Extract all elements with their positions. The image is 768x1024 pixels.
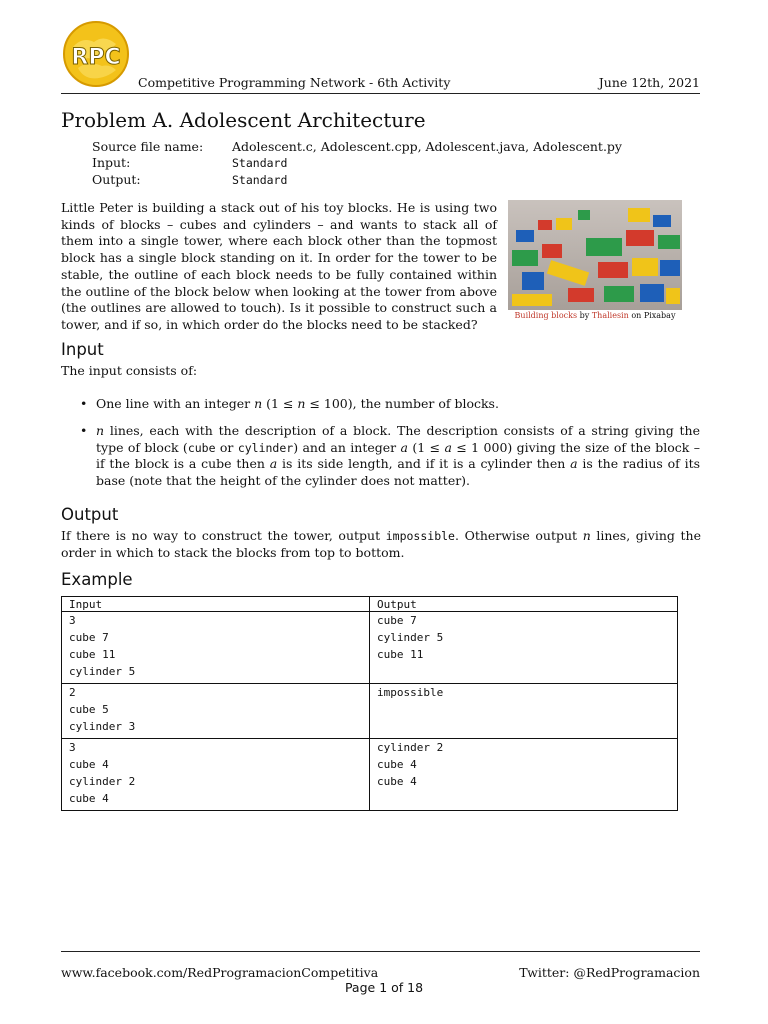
- source-file-value: Adolescent.c, Adolescent.cpp, Adolescent.java, Adolescent.py: [232, 139, 622, 154]
- example-output-cell: [370, 684, 678, 739]
- example-output-line: [377, 664, 670, 681]
- svg-text:RPC: RPC: [71, 45, 121, 70]
- example-output-line: cube 4: [377, 758, 417, 771]
- example-input-line: cube 11: [69, 648, 116, 661]
- bullet-icon: •: [80, 396, 88, 411]
- output-value: Standard: [232, 173, 288, 187]
- footer-facebook: www.facebook.com/RedProgramacionCompetitiva: [61, 965, 379, 980]
- caption-link-thaliesin[interactable]: Thaliesin: [591, 311, 629, 320]
- example-input-line: 3: [69, 741, 76, 754]
- page-number: Page 1 of 18: [344, 980, 424, 995]
- example-input-line: 3: [69, 614, 76, 627]
- caption-link-building-blocks[interactable]: Building blocks: [514, 311, 578, 320]
- input-value: Standard: [232, 156, 288, 170]
- header-date: June 12th, 2021: [598, 75, 700, 90]
- example-output-line: [377, 719, 670, 736]
- example-output-line: cube 7: [377, 614, 417, 627]
- input-bullet-1: One line with an integer n (1 ≤ n ≤ 100), the number of blocks.: [96, 396, 499, 411]
- example-input-line: cube 4: [69, 792, 109, 805]
- example-input-line: cylinder 3: [69, 720, 136, 733]
- example-input-line: cylinder 2: [69, 775, 136, 788]
- input-label: Input:: [92, 155, 131, 170]
- example-input-line: cube 5: [69, 703, 109, 716]
- example-output-line: cube 11: [377, 648, 424, 661]
- example-input-line: cylinder 5: [69, 665, 136, 678]
- table-row: [62, 612, 678, 684]
- example-output-line: cube 4: [377, 775, 417, 788]
- example-input-line: cube 7: [69, 631, 109, 644]
- example-input-cell: [62, 612, 370, 684]
- example-output-line: cylinder 5: [377, 631, 444, 644]
- column-header-output: Output: [370, 597, 678, 612]
- example-output-cell: [370, 612, 678, 684]
- output-description: If there is no way to construct the tower, output impossible. Otherwise output n lines, giving the order in which to stack the blocks from top to bottom.: [61, 528, 702, 560]
- input-bullet-2: n lines, each with the description of a block. The description consists of a string giving the type of block (cube or cylinder) and an integer a (1 ≤ a ≤ 1 000) giving the size of the block – if the block is a cube then a is its side length, and if it is a cylinder then a is the radius of its base (note that the height of the cylinder does not matter).: [96, 423, 701, 489]
- example-output-line: impossible: [377, 686, 444, 699]
- example-input-line: 2: [69, 686, 76, 699]
- example-table: [61, 596, 678, 811]
- header-activity: Competitive Programming Network - 6th Activity: [138, 75, 451, 90]
- source-file-label: Source file name:: [92, 139, 204, 154]
- footer-rule: [61, 951, 700, 952]
- table-row: [62, 739, 678, 811]
- output-heading: Output: [61, 505, 119, 524]
- example-output-line: [377, 702, 670, 719]
- table-row: [62, 684, 678, 739]
- building-blocks-photo: [508, 200, 682, 310]
- example-input-cell: [62, 684, 370, 739]
- example-output-line: [377, 791, 670, 808]
- rpc-logo: [58, 18, 138, 88]
- problem-title: Problem A. Adolescent Architecture: [61, 108, 426, 132]
- example-input-cell: [62, 739, 370, 811]
- example-input-line: cube 4: [69, 758, 109, 771]
- column-header-input: Input: [62, 597, 370, 612]
- output-label: Output:: [92, 172, 141, 187]
- table-header-row: [62, 597, 678, 612]
- example-heading: Example: [61, 570, 133, 589]
- input-heading: Input: [61, 340, 104, 359]
- figure-caption: Building blocks by Thaliesin on Pixabay: [514, 311, 676, 320]
- example-output-cell: [370, 739, 678, 811]
- header-rule: [61, 93, 700, 94]
- bullet-icon: •: [80, 423, 88, 438]
- example-output-line: cylinder 2: [377, 741, 444, 754]
- input-lead: The input consists of:: [61, 363, 198, 378]
- footer-twitter: Twitter: @RedProgramacion: [519, 965, 700, 980]
- problem-statement: Little Peter is building a stack out of his toy blocks. He is using two kinds of blocks – cubes and cylinders – and wants to stack all of them into a single tower, where each block other than the topmost block has a single block standing on it. In order for the tower to be stable, the outline of each block needs to be fully contained within the outline of the block below when looking at the tower from above (the outlines are allowed to touch). Is it possible to construct such a tower, and if so, in which order do the blocks need to be stacked?: [61, 200, 497, 332]
